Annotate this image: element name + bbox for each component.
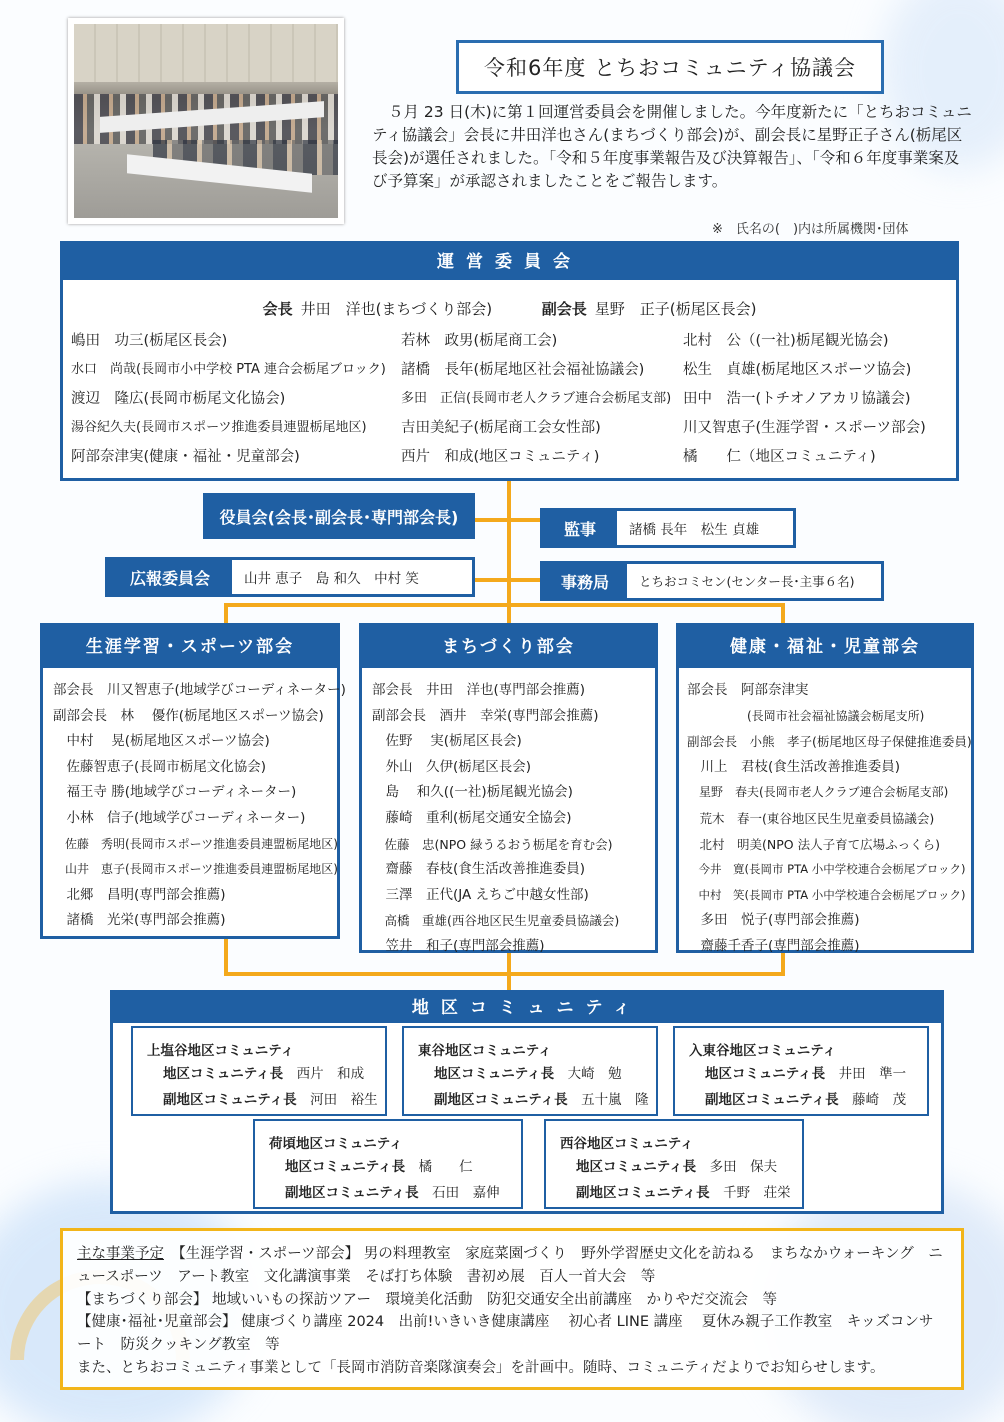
dept-member: 高橋 重雄(西谷地区民生児童委員協議会) bbox=[372, 913, 620, 929]
kansa-box bbox=[540, 508, 796, 548]
community-head-row: 地区コミュニティ長 西片 和成 bbox=[163, 1066, 365, 1082]
community-card bbox=[402, 1026, 658, 1116]
koho-box bbox=[105, 557, 475, 597]
dept-member: 副部会長 小熊 孝子(栃尾地区母子保健推進委員) bbox=[687, 734, 972, 750]
vice-chair-label: 副会長 bbox=[541, 300, 587, 318]
yakuin-label: 役員会(会長･副会長･専門部会長) bbox=[206, 496, 472, 536]
community-name: 上塩谷地区コミュニティ bbox=[147, 1043, 295, 1059]
dept-member: 今井 寛(長岡市 PTA 小中学校連合会栃尾ブロック) bbox=[687, 862, 966, 877]
unei-member-grid bbox=[71, 329, 956, 466]
dept-machizukuri bbox=[359, 623, 658, 953]
dept-member: 諸橋 光栄(専門部会推薦) bbox=[53, 912, 226, 929]
community-name: 荷頃地区コミュニティ bbox=[269, 1136, 403, 1152]
dept-lifelong-learning bbox=[40, 623, 346, 939]
planned-events-box bbox=[60, 1228, 964, 1390]
kansa-members: 諸橋 長年 松生 貞雄 bbox=[629, 522, 760, 538]
connector-horizontal bbox=[224, 972, 785, 976]
dept-member: 中村 晃(栃尾地区スポーツ協会) bbox=[53, 733, 270, 750]
member: 多田 正信(長岡市老人クラブ連合会栃尾支部) bbox=[401, 391, 672, 406]
community-vice-row: 副地区コミュニティ長 五十嵐 隆 bbox=[434, 1092, 649, 1108]
connector-vertical bbox=[224, 603, 228, 625]
meeting-photo bbox=[68, 18, 344, 224]
chair-name: 井田 洋也(まちづくり部会) bbox=[300, 300, 493, 318]
dept-member: 部会長 川又智恵子(地域学びコーディネーター) bbox=[53, 682, 346, 698]
member: 田中 浩一(トチオノアカリ協議会) bbox=[683, 391, 911, 407]
dept-member: 笠井 和子(専門部会推薦) bbox=[372, 937, 545, 954]
dept-member: 北村 明美(NPO 法人子育て広場ふっくら) bbox=[687, 836, 940, 852]
dept-title: 健康・福祉・児童部会 bbox=[679, 626, 971, 668]
dept-member: 星野 春夫(長岡市老人クラブ連合会栃尾支部) bbox=[687, 785, 949, 800]
community-head-row: 地区コミュニティ長 井田 準一 bbox=[705, 1066, 907, 1082]
member: 阿部奈津実(健康・福祉・児童部会) bbox=[71, 449, 300, 465]
community-card bbox=[253, 1119, 523, 1209]
leadership-row bbox=[63, 298, 956, 319]
jimu-label: 事務局 bbox=[543, 564, 627, 598]
dept-member: 荒木 春一(東谷地区民生児童委員協議会) bbox=[687, 810, 935, 826]
jimu-members: とちおコミセン(センター長･主事６名) bbox=[639, 574, 855, 589]
community-name: 西谷地区コミュニティ bbox=[560, 1136, 694, 1152]
dept-member: 部会長 井田 洋也(専門部会推薦) bbox=[372, 682, 586, 698]
koho-label: 広報委員会 bbox=[108, 560, 232, 594]
member: 西片 和成(地区コミュニティ) bbox=[401, 449, 600, 465]
affiliation-note: ※ 氏名の( )内は所属機関･団体 bbox=[712, 222, 909, 237]
connector-vertical bbox=[781, 603, 785, 625]
jimu-box bbox=[540, 561, 884, 601]
member: 嶋田 功三(栃尾区長会) bbox=[71, 333, 228, 349]
member: 松生 貞雄(栃尾地区スポーツ協会) bbox=[683, 362, 912, 378]
dept-member: 佐藤 秀明(長岡市スポーツ推進委員連盟栃尾地区) bbox=[53, 836, 338, 851]
page-title: 令和6年度 とちおコミュニティ協議会 bbox=[456, 40, 884, 94]
dept-member: 三澤 正代(JA えちご中越女性部) bbox=[372, 886, 589, 903]
member: 水口 尚哉(長岡市小中学校 PTA 連合会栃尾ブロック) bbox=[71, 362, 386, 377]
community-vice-row: 副地区コミュニティ長 河田 裕生 bbox=[163, 1092, 378, 1108]
chiku-community-box bbox=[110, 990, 944, 1214]
connector-horizontal bbox=[474, 578, 540, 582]
community-card bbox=[131, 1026, 387, 1116]
community-name: 入東谷地区コミュニティ bbox=[689, 1043, 837, 1059]
community-vice-row: 副地区コミュニティ長 藤崎 茂 bbox=[705, 1092, 907, 1108]
plans-extra: また、とちおコミュニティ事業として「長岡市消防音楽隊演奏会」を計画中。随時、コミュニティだよりでお知らせします。 bbox=[77, 1359, 885, 1376]
dept-member: 部会長 阿部奈津実 bbox=[687, 682, 809, 698]
dept-title: まちづくり部会 bbox=[362, 626, 655, 668]
member: 湯谷紀久夫(長岡市スポーツ推進委員連盟栃尾地区) bbox=[71, 420, 367, 435]
plans-machizukuri: 【まちづくり部会】 地域いいもの探訪ツアー 環境美化活動 防犯交通安全出前講座 かりやだ交流会 等 bbox=[77, 1291, 778, 1308]
unei-committee-box bbox=[60, 241, 959, 481]
yakuin-box bbox=[203, 493, 475, 539]
dept-member: 小林 信子(地域学びコーディネーター) bbox=[53, 809, 306, 826]
community-vice-row: 副地区コミュニティ長 千野 荘栄 bbox=[576, 1185, 791, 1201]
member: 吉田美紀子(栃尾商工会女性部) bbox=[401, 420, 601, 436]
dept-member: 副部会長 酒井 幸栄(専門部会推薦) bbox=[372, 707, 599, 724]
community-card bbox=[544, 1119, 804, 1209]
plans-lifelong: 主な事業予定 【生涯学習・スポーツ部会】 男の料理教室 家庭菜園づくり 野外学習歴史文化を訪ねる まちなかウォーキング ニュースポーツ アート教室 文化講演事業 そば打ち体験 書初め展 百人一首大会 等 bbox=[77, 1246, 943, 1285]
community-card bbox=[673, 1026, 929, 1116]
member: 橘 仁（地区コミュニティ) bbox=[683, 449, 876, 465]
intro-text: ５月 23 日(木)に第１回運営委員会を開催しました。今年度新たに「とちおコミュニティ協議会」会長に井田洋也さん(まちづくり部会)が、副会長に星野正子さん(栃尾区長会)が選任されました。「令和５年度事業報告及び決算報告」、「令和６年度事業案及び予算案」が承認されましたことをご報告します。 bbox=[372, 103, 972, 190]
connector-horizontal bbox=[224, 603, 785, 607]
community-head-row: 地区コミュニティ長 大崎 勉 bbox=[434, 1066, 622, 1082]
dept-member: 中村 笑(長岡市 PTA 小中学校連合会栃尾ブロック) bbox=[687, 887, 966, 902]
plans-health: 【健康･福祉･児童部会】 健康づくり講座 2024 出前!いきいき健康講座 初心者 LINE 講座 夏休み親子工作教室 キッズコンサート 防災クッキング教室 等 bbox=[77, 1314, 934, 1354]
dept-member: 佐野 実(栃尾区長会) bbox=[372, 733, 522, 750]
dept-member: 齋藤千香子(専門部会推薦) bbox=[687, 937, 860, 954]
connector-horizontal bbox=[474, 518, 540, 522]
dept-health-welfare bbox=[676, 623, 974, 953]
dept-member: 副部会長 林 優作(栃尾地区スポーツ協会) bbox=[53, 707, 324, 724]
koho-members: 山井 恵子 島 和久 中村 笑 bbox=[244, 571, 419, 587]
dept-member: 藤崎 重利(栃尾交通安全協会) bbox=[372, 809, 572, 826]
member: 若林 政男(栃尾商工会) bbox=[401, 333, 558, 349]
dept-member: 島 和久((一社)栃尾観光協会) bbox=[372, 784, 573, 801]
member: 北村 公（(一社)栃尾観光協会) bbox=[683, 333, 889, 349]
connector-vertical bbox=[224, 936, 228, 976]
member: 川又智恵子(生涯学習・スポーツ部会) bbox=[683, 420, 926, 436]
chiku-community-title: 地区コミュニティ bbox=[113, 993, 941, 1023]
member: 渡辺 隆広(長岡市栃尾文化協会) bbox=[71, 391, 286, 407]
dept-member: 山井 恵子(長岡市スポーツ推進委員連盟栃尾地区) bbox=[53, 862, 338, 877]
vice-chair-name: 星野 正子(栃尾区長会) bbox=[594, 300, 757, 318]
dept-member: 福王寺 勝(地域学びコーディネーター) bbox=[53, 784, 297, 801]
unei-committee-title: 運営委員会 bbox=[63, 244, 956, 280]
dept-member: 佐藤智恵子(長岡市栃尾文化協会) bbox=[53, 758, 267, 775]
plans-heading: 主な事業予定 bbox=[77, 1246, 164, 1262]
kansa-label: 監事 bbox=[543, 511, 617, 545]
dept-member: 佐藤 忠(NPO 緑うるおう栃尾を育む会) bbox=[372, 836, 613, 852]
dept-title: 生涯学習・スポーツ部会 bbox=[43, 626, 337, 668]
community-head-row: 地区コミュニティ長 多田 保夫 bbox=[576, 1159, 778, 1175]
dept-member: (長岡市社会福祉協議会栃尾支所) bbox=[747, 708, 925, 723]
community-head-row: 地区コミュニティ長 橘 仁 bbox=[285, 1159, 473, 1175]
member: 諸橋 長年(栃尾地区社会福祉協議会) bbox=[401, 362, 645, 378]
dept-member: 外山 久伊(栃尾区長会) bbox=[372, 758, 532, 775]
dept-member: 多田 悦子(専門部会推薦) bbox=[687, 912, 860, 929]
community-vice-row: 副地区コミュニティ長 石田 嘉伸 bbox=[285, 1185, 500, 1201]
dept-member: 川上 君枝(食生活改善推進委員) bbox=[687, 758, 901, 775]
dept-member: 齋藤 春枝(食生活改善推進委員) bbox=[372, 861, 586, 878]
community-name: 東谷地区コミュニティ bbox=[418, 1043, 552, 1059]
chair-label: 会長 bbox=[262, 300, 293, 318]
dept-member: 北郷 昌明(専門部会推薦) bbox=[53, 886, 226, 903]
